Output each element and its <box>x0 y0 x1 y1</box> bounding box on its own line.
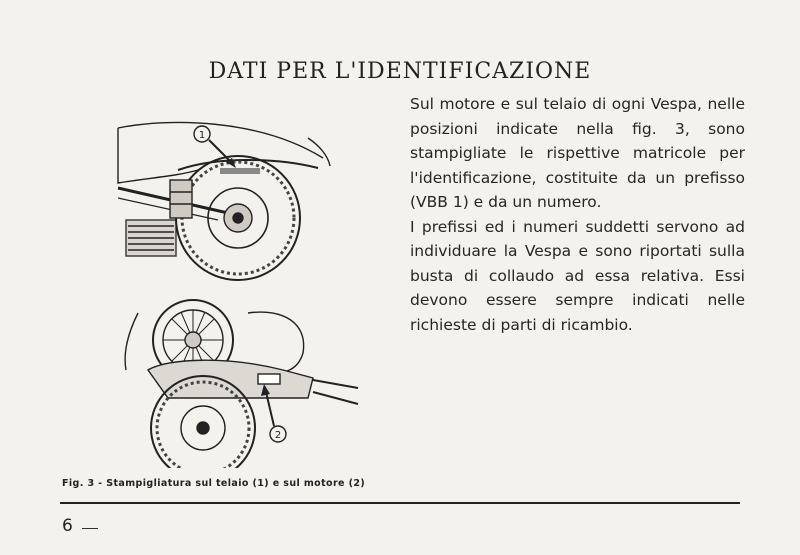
page-number: 6 <box>62 516 73 536</box>
page-title: DATI PER L'IDENTIFICAZIONE <box>208 58 592 84</box>
scooter-drawing <box>108 108 368 468</box>
callout-2-label: 2 <box>274 430 282 441</box>
paragraph-2: I prefissi ed i numeri suddetti servono ad individuare la Vespa e sono riportati sulla busta di collaudo ad essa relativa. Essi devono essere sempre indicati nelle richieste di parti di ricambio. <box>410 217 745 334</box>
callout-1-label: 1 <box>198 130 206 141</box>
body-text <box>410 92 745 337</box>
frame-illustration <box>118 122 330 280</box>
paragraph-1: Sul motore e sul telaio di ogni Vespa, nelle posizioni indicate nella fig. 3, sono stampigliate le rispettive matricole per l'identificazione, costituite da un prefisso (VBB 1) e da un numero. <box>410 95 745 211</box>
footer-rule <box>60 502 740 504</box>
figure-3-illustration <box>108 108 368 468</box>
page-number-dash <box>82 528 98 529</box>
engine-illustration <box>125 300 358 468</box>
figure-caption: Fig. 3 - Stampigliatura sul telaio (1) e sul motore (2) <box>62 478 366 489</box>
